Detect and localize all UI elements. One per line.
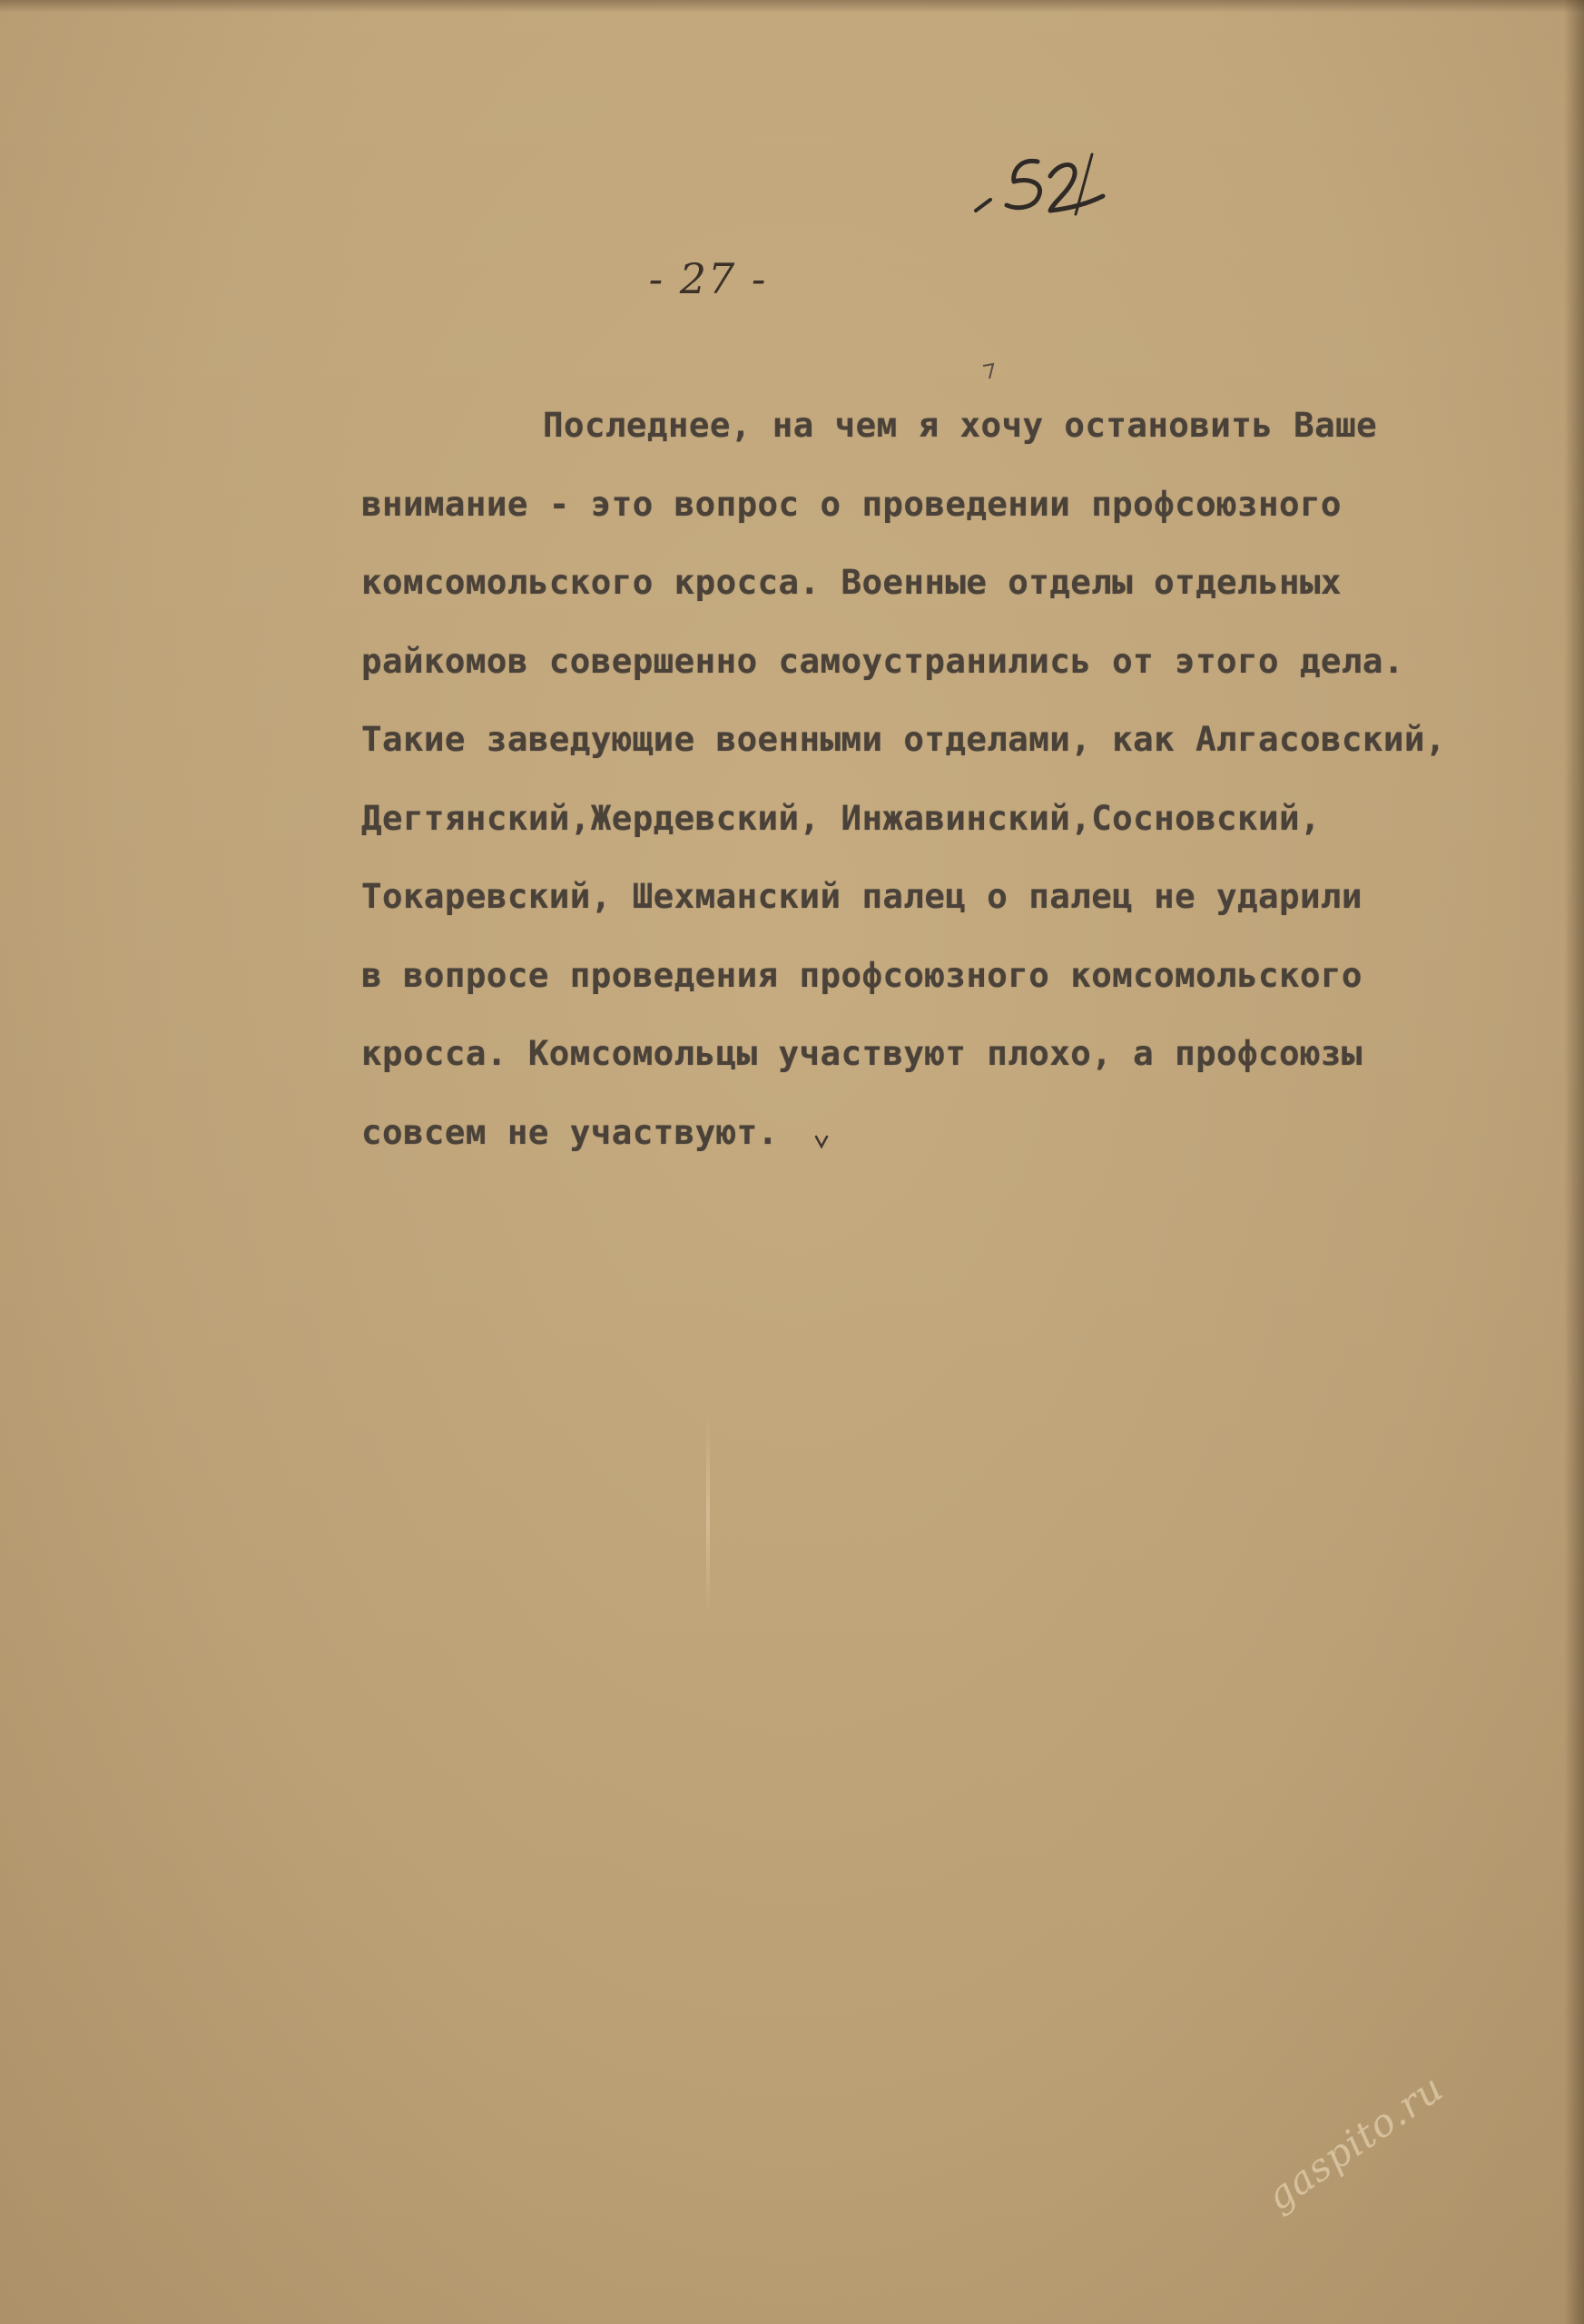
top-edge-shadow — [0, 0, 1584, 13]
text-line: внимание - это вопрос о проведении профсоюзного — [361, 483, 1342, 524]
text-line: совсем не участвуют. — [361, 1111, 779, 1152]
typed-text-block — [361, 398, 1569, 1183]
check-mark-icon — [813, 1133, 830, 1149]
text-line: Последнее, на чем я хочу остановить Ваше — [543, 405, 1378, 445]
page-number: - 27 - — [648, 254, 768, 303]
text-line: Такие заведующие военными отделами, как Алгасовский, — [361, 719, 1446, 759]
text-line: кросса. Комсомольцы участвуют плохо, а профсоюзы — [361, 1033, 1363, 1073]
text-line: райкомов совершенно самоустранились от этого дела. — [361, 640, 1404, 681]
text-line: в вопросе проведения профсоюзного комсомольского — [361, 954, 1363, 995]
text-line: Токаревский, Шехманский палец о палец не ударили — [361, 876, 1363, 916]
text-line: комсомольского кросса. Военные отделы отдельных — [361, 562, 1342, 602]
text-line: Дегтянский,Жердевский, Инжавинский,Сосновский, — [361, 797, 1321, 838]
folio-number-handwritten — [967, 136, 1112, 227]
paper-fold-line — [706, 1416, 710, 1616]
pencil-mark — [980, 361, 999, 381]
watermark: gaspito.ru — [1257, 2064, 1451, 2220]
